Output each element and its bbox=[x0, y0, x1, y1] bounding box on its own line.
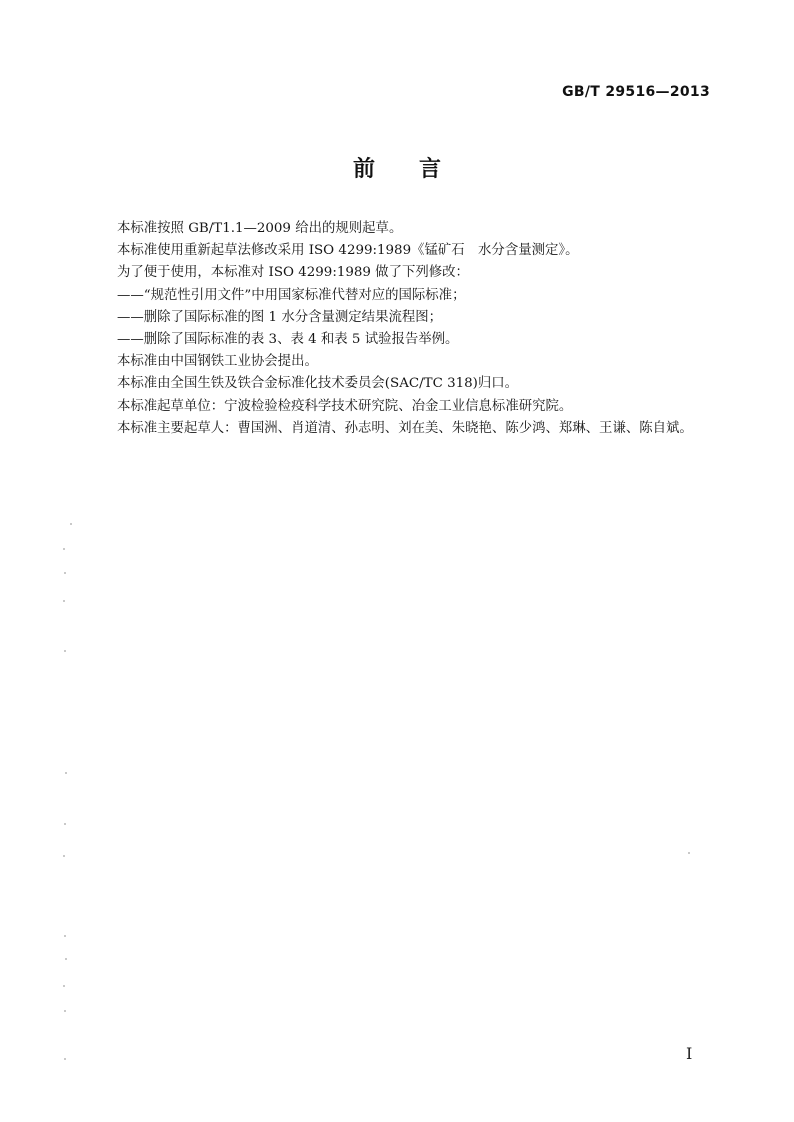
paragraph-proposer: 本标准由中国钢铁工业协会提出。 bbox=[117, 354, 318, 370]
standard-number: GB/T 29516—2013 bbox=[562, 84, 710, 100]
foreword-body bbox=[117, 218, 717, 440]
list-item-modification-3: ——删除了国际标准的表 3、表 4 和表 5 试验报告举例。 bbox=[117, 332, 459, 348]
scan-speck bbox=[64, 935, 66, 937]
scan-speck bbox=[688, 852, 690, 854]
paragraph-drafters: 本标准主要起草人：曹国洲、肖道清、孙志明、刘在美、朱晓艳、陈少鸿、郑琳、王谦、陈自斌。 bbox=[117, 420, 693, 436]
scan-speck bbox=[64, 572, 66, 574]
page-title: 前言 bbox=[352, 157, 485, 182]
scan-speck bbox=[65, 772, 67, 774]
scan-speck bbox=[64, 650, 66, 652]
page-number: I bbox=[686, 1044, 693, 1063]
paragraph-modifications-intro: 为了便于使用，本标准对 ISO 4299:1989 做了下列修改： bbox=[117, 265, 469, 281]
scan-speck bbox=[64, 823, 66, 825]
list-item-modification-2: ——删除了国际标准的图 1 水分含量测定结果流程图； bbox=[117, 309, 443, 325]
paragraph-drafting-units: 本标准起草单位：宁波检验检疫科学技术研究院、冶金工业信息标准研究院。 bbox=[117, 398, 573, 414]
list-item-modification-1: ——“规范性引用文件”中用国家标准代替对应的国际标准； bbox=[117, 287, 466, 303]
scan-speck bbox=[64, 1058, 66, 1060]
scan-speck bbox=[63, 548, 65, 550]
paragraph-drafting-rules: 本标准按照 GB/T1.1—2009 给出的规则起草。 bbox=[117, 221, 403, 236]
paragraph-adoption: 本标准使用重新起草法修改采用 ISO 4299:1989《锰矿石 水分含量测定》。 bbox=[117, 243, 579, 259]
scan-speck bbox=[63, 855, 65, 857]
paragraph-committee: 本标准由全国生铁及铁合金标准化技术委员会(SAC/TC 318)归口。 bbox=[117, 376, 519, 392]
scan-speck bbox=[63, 600, 65, 602]
scan-speck bbox=[65, 958, 67, 960]
scan-speck bbox=[63, 985, 65, 987]
scan-speck bbox=[64, 1010, 66, 1012]
scan-speck bbox=[70, 523, 72, 525]
